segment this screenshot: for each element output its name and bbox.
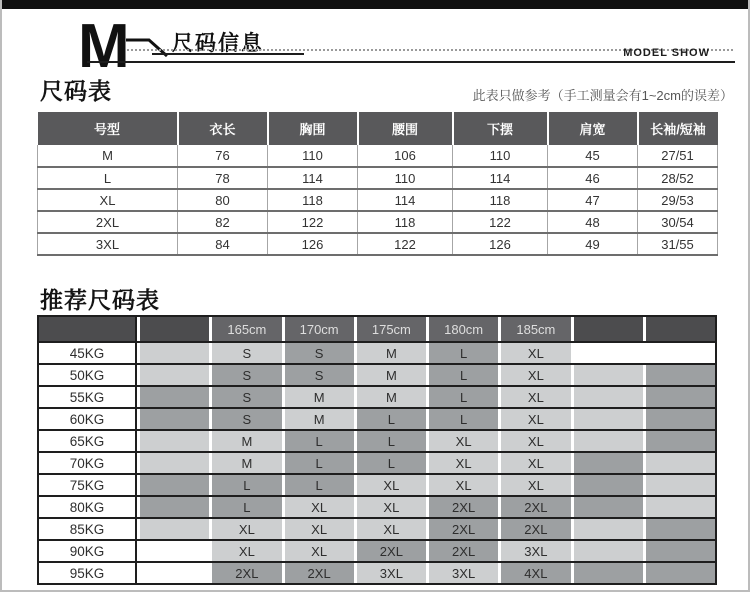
size-table xyxy=(37,112,718,256)
weight-cell: 75KG xyxy=(39,475,137,495)
size-recommendation-cell: S xyxy=(285,365,354,385)
measurement-cell: 47 xyxy=(548,189,638,211)
blank-cell xyxy=(140,387,209,407)
top-border-bar xyxy=(2,0,750,9)
measurement-cell: 27/51 xyxy=(638,145,718,167)
recommend-row xyxy=(39,517,715,539)
measurement-cell: 110 xyxy=(453,145,548,167)
measurement-cell: 106 xyxy=(358,145,453,167)
size-name-cell: 2XL xyxy=(38,211,178,233)
size-recommendation-cell: M xyxy=(357,387,426,407)
size-recommendation-cell: L xyxy=(429,387,498,407)
size-recommendation-cell: L xyxy=(357,453,426,473)
blank-cell xyxy=(646,387,715,407)
size-recommendation-cell: 4XL xyxy=(501,563,570,583)
height-header-cell: 180cm xyxy=(429,317,498,341)
weight-cell: 50KG xyxy=(39,365,137,385)
size-recommendation-cell: M xyxy=(285,387,354,407)
measurement-cell: 110 xyxy=(358,167,453,189)
size-table-header-row xyxy=(38,112,718,145)
blank-cell xyxy=(646,497,715,517)
size-column-header: 衣长 xyxy=(178,112,268,145)
measurement-cell: 30/54 xyxy=(638,211,718,233)
size-table-row xyxy=(38,167,718,189)
size-recommendation-cell: M xyxy=(285,409,354,429)
size-recommendation-cell: 2XL xyxy=(429,541,498,561)
blank-cell xyxy=(646,343,715,363)
size-recommendation-cell: S xyxy=(212,365,281,385)
blank-cell xyxy=(574,409,643,429)
recommend-row xyxy=(39,407,715,429)
size-recommendation-cell: 3XL xyxy=(501,541,570,561)
size-recommendation-cell: 2XL xyxy=(429,497,498,517)
recommend-row xyxy=(39,363,715,385)
height-header-cell: 170cm xyxy=(285,317,354,341)
blank-cell xyxy=(646,519,715,539)
size-recommendation-cell: L xyxy=(212,475,281,495)
blank-cell xyxy=(140,563,209,583)
size-table-row xyxy=(38,211,718,233)
size-recommendation-cell: L xyxy=(357,431,426,451)
measurement-cell: 46 xyxy=(548,167,638,189)
measurement-cell: 126 xyxy=(268,233,358,255)
blank-cell xyxy=(574,387,643,407)
model-show-label: MODEL SHOW xyxy=(623,47,710,59)
size-column-header: 腰围 xyxy=(358,112,453,145)
weight-cell: 90KG xyxy=(39,541,137,561)
height-header-cell: 165cm xyxy=(212,317,281,341)
size-recommendation-cell: XL xyxy=(285,497,354,517)
size-table-row xyxy=(38,233,718,255)
height-header-cell: 175cm xyxy=(357,317,426,341)
weight-cell: 95KG xyxy=(39,563,137,583)
blank-cell xyxy=(574,519,643,539)
size-recommendation-cell: XL xyxy=(429,431,498,451)
measurement-cell: 31/55 xyxy=(638,233,718,255)
blank-header-cell xyxy=(646,317,715,341)
blank-cell xyxy=(646,409,715,429)
title-underline xyxy=(152,53,304,55)
blank-cell xyxy=(140,343,209,363)
size-recommendation-cell: XL xyxy=(501,343,570,363)
blank-header-cell xyxy=(39,317,137,341)
size-recommendation-cell: S xyxy=(212,343,281,363)
size-recommendation-cell: XL xyxy=(429,453,498,473)
size-recommendation-cell: 2XL xyxy=(501,497,570,517)
measurement-cell: 49 xyxy=(548,233,638,255)
size-table-body xyxy=(38,145,718,255)
size-column-header: 长袖/短袖 xyxy=(638,112,718,145)
size-table-heading: 尺码表 xyxy=(40,78,112,104)
recommend-row xyxy=(39,429,715,451)
size-recommendation-cell: L xyxy=(212,497,281,517)
measurement-cell: 80 xyxy=(178,189,268,211)
blank-cell xyxy=(646,431,715,451)
weight-cell: 65KG xyxy=(39,431,137,451)
size-table-note: 此表只做参考（手工测量会有1~2cm的误差） xyxy=(472,88,733,103)
size-recommendation-cell: L xyxy=(285,431,354,451)
blank-cell xyxy=(140,475,209,495)
brand-logo: M xyxy=(78,12,127,81)
recommend-row xyxy=(39,539,715,561)
blank-cell xyxy=(574,497,643,517)
size-recommendation-cell: L xyxy=(285,475,354,495)
size-recommendation-cell: XL xyxy=(501,475,570,495)
height-header-cell: 185cm xyxy=(501,317,570,341)
blank-cell xyxy=(646,365,715,385)
size-name-cell: L xyxy=(38,167,178,189)
size-recommendation-cell: XL xyxy=(501,365,570,385)
size-column-header: 号型 xyxy=(38,112,178,145)
blank-cell xyxy=(140,497,209,517)
blank-cell xyxy=(646,563,715,583)
blank-cell xyxy=(140,409,209,429)
size-recommendation-cell: XL xyxy=(501,453,570,473)
recommend-table xyxy=(37,315,717,585)
size-recommendation-cell: XL xyxy=(285,541,354,561)
measurement-cell: 78 xyxy=(178,167,268,189)
weight-cell: 45KG xyxy=(39,343,137,363)
measurement-cell: 122 xyxy=(268,211,358,233)
recommend-row xyxy=(39,451,715,473)
size-name-cell: 3XL xyxy=(38,233,178,255)
measurement-cell: 118 xyxy=(358,211,453,233)
blank-cell xyxy=(646,541,715,561)
measurement-cell: 84 xyxy=(178,233,268,255)
size-recommendation-cell: L xyxy=(285,453,354,473)
blank-cell xyxy=(574,453,643,473)
header-rule xyxy=(87,61,735,63)
size-recommendation-cell: M xyxy=(212,431,281,451)
size-recommendation-cell: S xyxy=(285,343,354,363)
recommend-row xyxy=(39,561,715,583)
blank-cell xyxy=(140,519,209,539)
size-recommendation-cell: 2XL xyxy=(429,519,498,539)
size-recommendation-cell: M xyxy=(357,365,426,385)
blank-cell xyxy=(574,475,643,495)
blank-cell xyxy=(574,541,643,561)
recommend-row xyxy=(39,495,715,517)
weight-cell: 55KG xyxy=(39,387,137,407)
size-column-header: 下摆 xyxy=(453,112,548,145)
size-recommendation-cell: XL xyxy=(357,475,426,495)
blank-cell xyxy=(140,541,209,561)
measurement-cell: 118 xyxy=(268,189,358,211)
measurement-cell: 126 xyxy=(453,233,548,255)
recommend-row xyxy=(39,385,715,407)
weight-cell: 80KG xyxy=(39,497,137,517)
recommend-row xyxy=(39,341,715,363)
size-recommendation-cell: M xyxy=(357,343,426,363)
size-recommendation-cell: XL xyxy=(357,497,426,517)
size-recommendation-cell: XL xyxy=(212,541,281,561)
measurement-cell: 82 xyxy=(178,211,268,233)
blank-cell xyxy=(574,343,643,363)
measurement-cell: 122 xyxy=(358,233,453,255)
page-title: 尺码信息 xyxy=(172,32,264,55)
measurement-cell: 114 xyxy=(268,167,358,189)
size-recommendation-cell: L xyxy=(429,365,498,385)
size-recommendation-cell: 2XL xyxy=(357,541,426,561)
size-recommendation-cell: 2XL xyxy=(212,563,281,583)
hook-line-icon xyxy=(125,33,171,59)
blank-cell xyxy=(574,365,643,385)
size-recommendation-cell: XL xyxy=(501,431,570,451)
blank-header-cell xyxy=(140,317,209,341)
measurement-cell: 28/52 xyxy=(638,167,718,189)
size-recommendation-cell: S xyxy=(212,409,281,429)
size-recommendation-cell: 3XL xyxy=(357,563,426,583)
blank-cell xyxy=(140,453,209,473)
weight-cell: 85KG xyxy=(39,519,137,539)
size-recommendation-cell: XL xyxy=(429,475,498,495)
recommend-row xyxy=(39,473,715,495)
measurement-cell: 114 xyxy=(453,167,548,189)
blank-cell xyxy=(646,453,715,473)
measurement-cell: 45 xyxy=(548,145,638,167)
size-recommendation-cell: XL xyxy=(501,409,570,429)
size-recommendation-cell: XL xyxy=(212,519,281,539)
size-recommendation-cell: XL xyxy=(357,519,426,539)
recommend-table-heading: 推荐尺码表 xyxy=(40,287,160,313)
size-recommendation-cell: L xyxy=(429,409,498,429)
blank-cell xyxy=(574,563,643,583)
size-recommendation-cell: 3XL xyxy=(429,563,498,583)
measurement-cell: 114 xyxy=(358,189,453,211)
size-table-row xyxy=(38,145,718,167)
size-recommendation-cell: S xyxy=(212,387,281,407)
blank-cell xyxy=(140,365,209,385)
blank-cell xyxy=(140,431,209,451)
measurement-cell: 122 xyxy=(453,211,548,233)
weight-cell: 60KG xyxy=(39,409,137,429)
blank-header-cell xyxy=(574,317,643,341)
size-table-row xyxy=(38,189,718,211)
size-column-header: 胸围 xyxy=(268,112,358,145)
measurement-cell: 118 xyxy=(453,189,548,211)
blank-cell xyxy=(646,475,715,495)
size-name-cell: M xyxy=(38,145,178,167)
size-recommendation-cell: M xyxy=(212,453,281,473)
size-recommendation-cell: 2XL xyxy=(501,519,570,539)
size-column-header: 肩宽 xyxy=(548,112,638,145)
size-recommendation-cell: L xyxy=(357,409,426,429)
measurement-cell: 110 xyxy=(268,145,358,167)
weight-cell: 70KG xyxy=(39,453,137,473)
size-name-cell: XL xyxy=(38,189,178,211)
recommend-header-row xyxy=(39,317,715,341)
measurement-cell: 76 xyxy=(178,145,268,167)
blank-cell xyxy=(574,431,643,451)
measurement-cell: 48 xyxy=(548,211,638,233)
size-recommendation-cell: XL xyxy=(285,519,354,539)
size-recommendation-cell: L xyxy=(429,343,498,363)
size-recommendation-cell: 2XL xyxy=(285,563,354,583)
measurement-cell: 29/53 xyxy=(638,189,718,211)
size-recommendation-cell: XL xyxy=(501,387,570,407)
